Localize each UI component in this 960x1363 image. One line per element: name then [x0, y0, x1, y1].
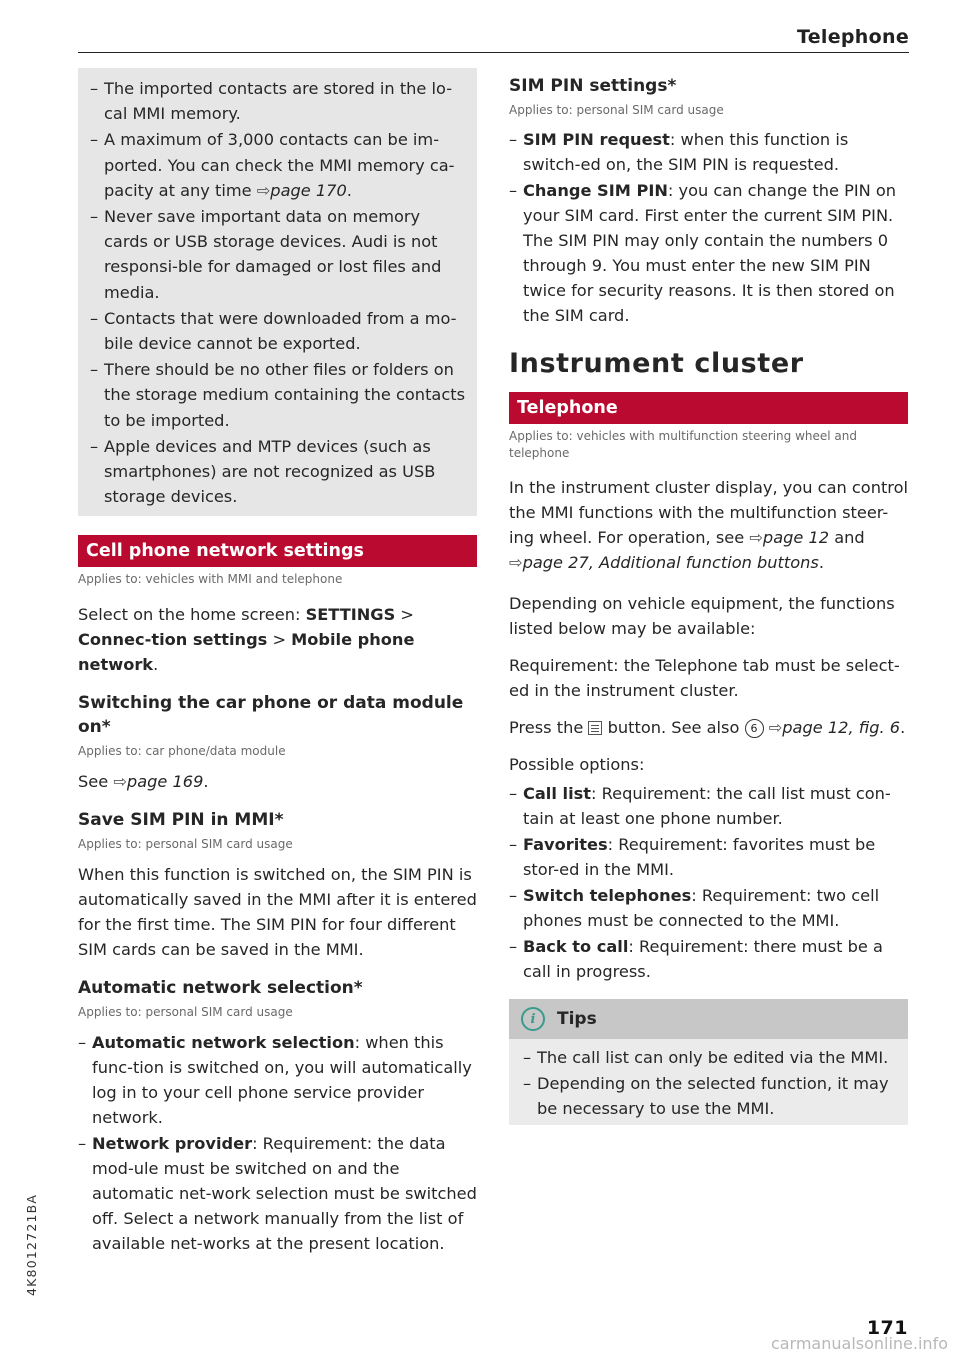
watermark: carmanualsonline.info	[770, 1334, 948, 1353]
cluster-intro-paragraph: In the instrument cluster display, you can control the MMI functions with the multifunction steer-ing wheel. For operation, see ⇨page 12 and ⇨page 27, Additional function buttons.	[509, 478, 909, 572]
requirement-paragraph: Requirement: the Telephone tab must be select-ed in the instrument cluster.	[509, 656, 900, 700]
header-rule	[78, 52, 909, 53]
menu-list-icon	[588, 721, 602, 735]
section-heading-cell-network: Cell phone network settings	[78, 535, 477, 567]
arrow-right-icon: ⇨	[768, 718, 783, 737]
tips-body	[509, 1039, 908, 1125]
chapter-heading-instrument-cluster: Instrument cluster	[509, 348, 804, 379]
list-item: – Network provider: Requirement: the data mod-ule must be switched on and the automatic net-work selection must be switched off. Select a network manually from the list of available net-works at the present location.	[78, 1131, 477, 1256]
arrow-right-icon: ⇨	[749, 528, 763, 547]
heading-sim-pin: SIM PIN settings*	[509, 76, 677, 96]
tips-list	[523, 1045, 894, 1121]
tips-title: Tips	[557, 1009, 597, 1029]
page-reference-link[interactable]: page 12, fig. 6	[782, 718, 901, 737]
options-intro: Possible options:	[509, 755, 645, 774]
page-number: 171	[866, 1317, 908, 1339]
arrow-right-icon: ⇨	[256, 180, 271, 200]
note-item: – Apple devices and MTP devices (such as smartphones) are not recognized as USB storage devices.	[90, 434, 465, 510]
list-item: – Call list: Requirement: the call list must con-tain at least one phone number.	[509, 781, 908, 831]
callout-number: 6	[745, 719, 764, 738]
note-list	[90, 76, 465, 509]
sim-pin-list	[509, 127, 908, 328]
page-reference-link[interactable]: page 27, Additional function buttons	[522, 553, 819, 572]
note-box	[78, 68, 477, 516]
list-item: – SIM PIN request: when this function is switch-ed on, the SIM PIN is requested.	[509, 127, 908, 177]
menu-path-paragraph: Select on the home screen: SETTINGS > Connec-tion settings > Mobile phone network.	[78, 605, 415, 675]
applies-to: Applies to: personal SIM card usage	[78, 837, 293, 852]
tips-box	[509, 999, 908, 1125]
applies-to: Applies to: personal SIM card usage	[78, 1005, 293, 1020]
arrow-right-icon: ⇨	[509, 553, 523, 572]
tips-header	[509, 999, 908, 1039]
section-heading-telephone: Telephone	[509, 392, 908, 424]
arrow-right-icon: ⇨	[113, 772, 127, 792]
info-icon: i	[521, 1007, 545, 1031]
page-reference-link[interactable]: page 12	[762, 528, 830, 547]
running-header: Telephone	[796, 26, 909, 48]
list-item: – Depending on the selected function, it may be necessary to use the MMI.	[523, 1071, 894, 1121]
note-item: – Contacts that were downloaded from a mo-bile device cannot be exported.	[90, 306, 465, 356]
note-item: – There should be no other files or folders on the storage medium containing the contacts to be imported.	[90, 357, 465, 433]
list-item: – Favorites: Requirement: favorites must be stor-ed in the MMI.	[509, 832, 908, 882]
auto-network-list	[78, 1030, 477, 1256]
applies-to: Applies to: vehicles with MMI and telephone	[78, 572, 343, 587]
equipment-paragraph: Depending on vehicle equipment, the functions listed below may be available:	[509, 594, 895, 638]
heading-auto-network: Automatic network selection*	[78, 978, 363, 999]
document-code: 4K8012721BA	[24, 1193, 39, 1296]
left-column	[78, 68, 477, 1257]
list-item: – The call list can only be edited via the MMI.	[523, 1045, 894, 1070]
list-item: – Switch telephones: Requirement: two cell phones must be connected to the MMI.	[509, 883, 908, 933]
list-item: – Automatic network selection: when this func-tion is switched on, you will automatically log in to your cell phone service provider network.	[78, 1030, 477, 1130]
list-item: – Back to call: Requirement: there must be a call in progress.	[509, 934, 908, 984]
right-column	[509, 68, 908, 1125]
note-item: – Never save important data on memory cards or USB storage devices. Audi is not responsi-ble for damaged or lost files and media.	[90, 204, 465, 305]
save-sim-paragraph: When this function is switched on, the SIM PIN is automatically saved in the MMI after it is entered for the first time. The SIM PIN for four different SIM cards can be saved in the MMI.	[78, 865, 477, 960]
heading-switching: Switching the car phone or data module on*	[78, 693, 464, 738]
page-reference-link[interactable]: page 170	[270, 180, 347, 200]
applies-to: Applies to: vehicles with multifunction steering wheel and telephone	[509, 429, 857, 460]
applies-to: Applies to: car phone/data module	[78, 744, 286, 759]
note-item: – The imported contacts are stored in the lo-cal MMI memory.	[90, 76, 465, 126]
heading-save-sim: Save SIM PIN in MMI*	[78, 810, 284, 831]
press-button-paragraph: Press the button. See also 6 ⇨page 12, fig. 6.	[509, 718, 906, 737]
applies-to: Applies to: personal SIM card usage	[509, 103, 724, 117]
see-paragraph: See ⇨page 169.	[78, 772, 209, 792]
options-list	[509, 781, 908, 984]
note-item: – A maximum of 3,000 contacts can be im-ported. You can check the MMI memory ca-pacity at any time ⇨page 170.	[90, 127, 465, 203]
list-item: – Change SIM PIN: you can change the PIN on your SIM card. First enter the current SIM PIN. The SIM PIN may only contain the numbers 0 through 9. You must enter the new SIM PIN twice for security reasons. It is then stored on the SIM card.	[509, 178, 908, 328]
page-reference-link[interactable]: page 169	[126, 772, 204, 792]
